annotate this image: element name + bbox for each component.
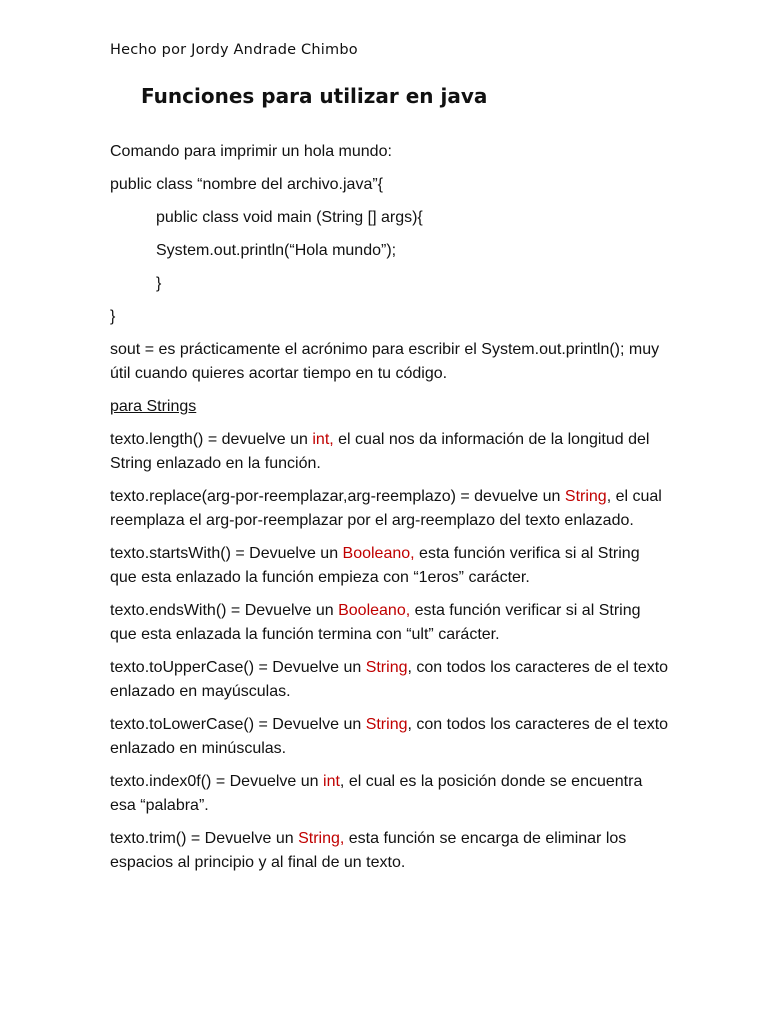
function-description: , el cual reemplaza el arg-por-reemplazar por el arg-reemplazo del texto enlazado. (110, 488, 662, 529)
function-description: , con todos los caracteres de el texto enlazado en mayúsculas. (110, 659, 669, 700)
function-prefix: texto.endsWith() = Devuelve un (110, 602, 339, 619)
function-return-type: int, (312, 431, 334, 448)
author-line: Hecho por Jordy Andrade Chimbo (110, 42, 358, 58)
function-replace (110, 485, 670, 533)
function-description: esta función verifica si al String que esta enlazado la función empieza con “1eros” carácter. (110, 545, 640, 586)
document-title: Funciones para utilizar en java (141, 84, 488, 108)
document-body (110, 140, 670, 884)
code-line-5: } (110, 308, 116, 325)
function-prefix: texto.toUpperCase() = Devuelve un (110, 659, 366, 676)
code-line-4: } (156, 275, 162, 292)
code-line-1: public class “nombre del archivo.java”{ (110, 176, 384, 193)
function-prefix: texto.startsWith() = Devuelve un (110, 545, 343, 562)
code-line-3: System.out.println(“Hola mundo”); (156, 242, 397, 259)
function-return-type: String (365, 716, 408, 733)
function-prefix: texto.length() = devuelve un (110, 431, 313, 448)
section-heading-text: para Strings (110, 398, 197, 415)
function-description: el cual nos da información de la longitud del String enlazado en la función. (110, 431, 650, 472)
function-prefix: texto.toLowerCase() = Devuelve un (110, 716, 366, 733)
function-return-type: Booleano, (338, 602, 411, 619)
function-return-type: int (323, 773, 340, 790)
function-length (110, 428, 670, 476)
function-startswith (110, 542, 670, 590)
section-heading (110, 395, 670, 419)
function-description: , el cual es la posición donde se encuentra esa “palabra”. (110, 773, 643, 814)
function-description: esta función verificar si al String que esta enlazada la función termina con “ult” carácter. (110, 602, 641, 643)
function-description: , con todos los caracteres de el texto enlazado en minúsculas. (110, 716, 669, 757)
function-touppercase (110, 656, 670, 704)
function-prefix: texto.index0f() = Devuelve un (110, 773, 324, 790)
function-tolowercase (110, 713, 670, 761)
function-return-type: Booleano, (342, 545, 415, 562)
function-trim (110, 827, 670, 875)
function-return-type: String, (298, 830, 345, 847)
function-description: esta función se encarga de eliminar los espacios al principio y al final de un texto. (110, 830, 627, 871)
function-indexof (110, 770, 670, 818)
function-endswith (110, 599, 670, 647)
function-return-type: String (365, 659, 408, 676)
function-prefix: texto.replace(arg-por-reemplazar,arg-reemplazo) = devuelve un (110, 488, 565, 505)
intro-paragraph: Comando para imprimir un hola mundo: (110, 143, 392, 160)
sout-note: sout = es prácticamente el acrónimo para escribir el System.out.println(); muy útil cuando quieres acortar tiempo en tu código. (110, 341, 660, 382)
function-return-type: String (564, 488, 607, 505)
function-prefix: texto.trim() = Devuelve un (110, 830, 299, 847)
code-line-2: public class void main (String [] args){ (156, 209, 423, 226)
